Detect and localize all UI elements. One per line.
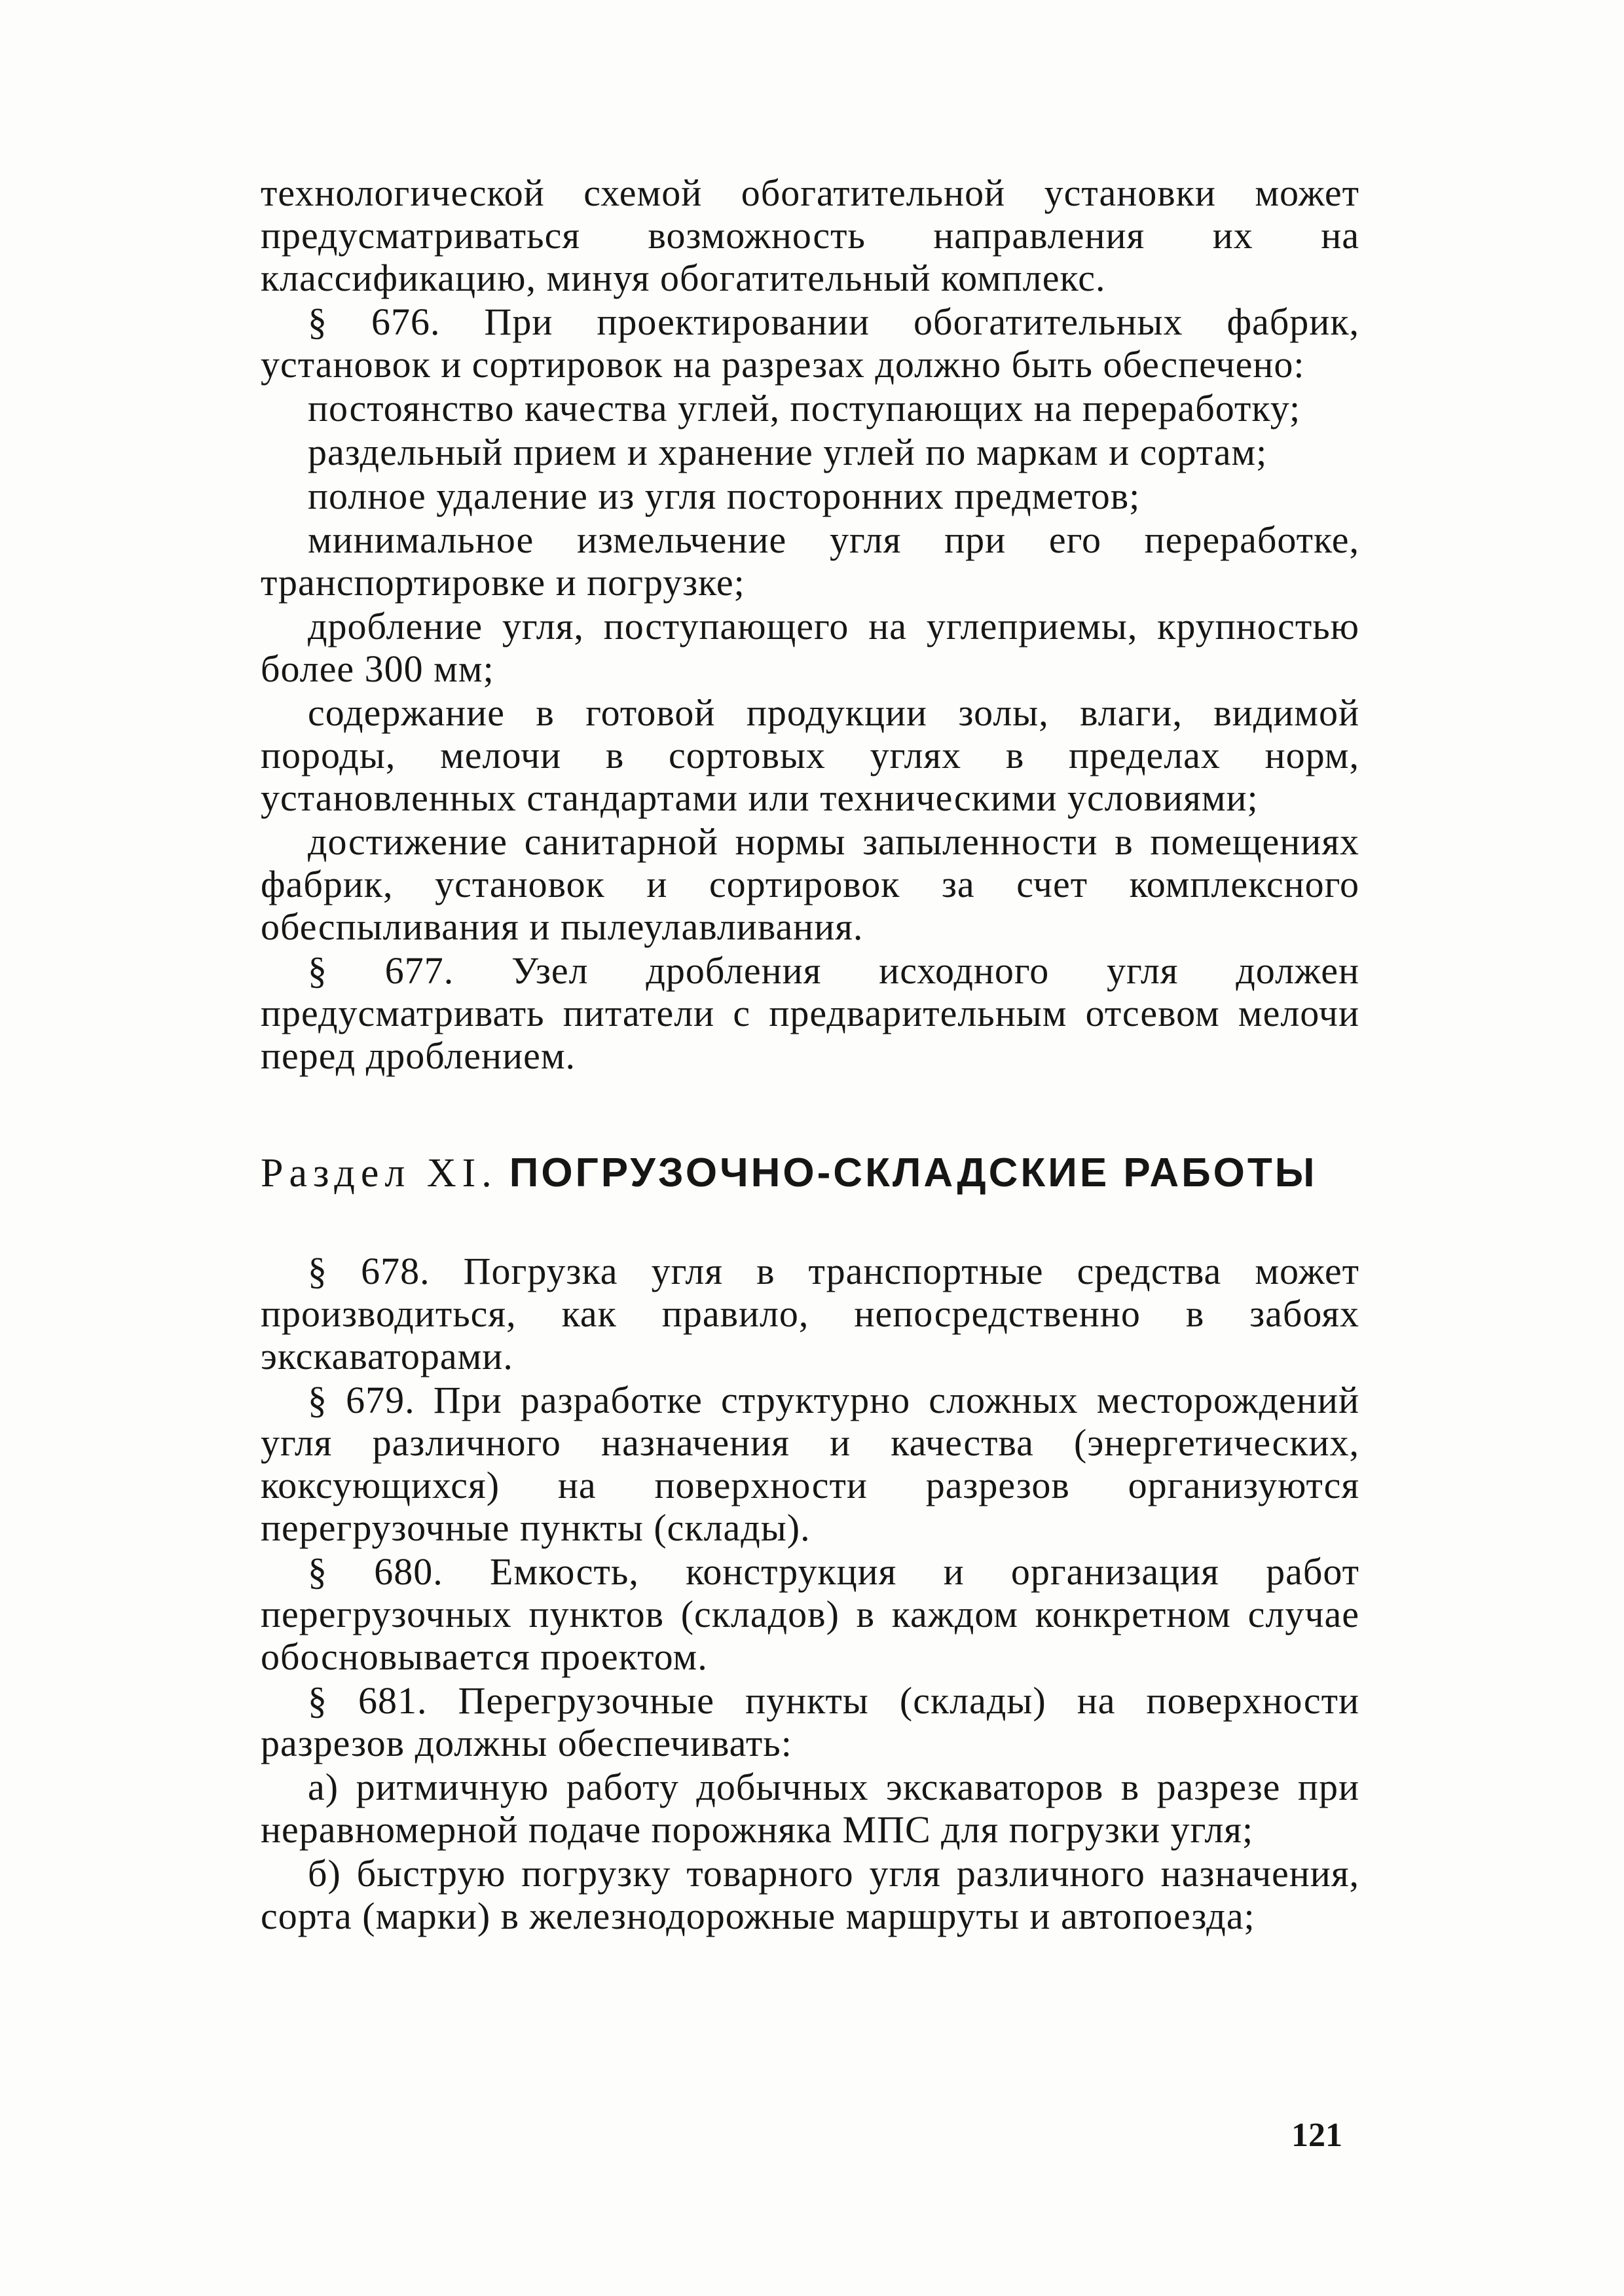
page-number: 121: [1291, 2117, 1342, 2154]
list-item-minimal-crushing: минимальное измельчение угля при его переработке, транспортировке и погрузке;: [261, 519, 1359, 604]
list-item-foreign-objects: полное удаление из угля посторонних предметов;: [308, 475, 1141, 517]
section-label: Раздел XI.: [261, 1151, 498, 1195]
paragraph-679: § 679. При разработке структурно сложных месторождений угля различного назначения и качества (энергетических, коксующихся) на поверхности разрезов организуются перегрузочные пункты (склады).: [261, 1379, 1359, 1549]
paragraph-678: § 678. Погрузка угля в транспортные средства может производиться, как правило, непосредственно в забоях экскаваторами.: [261, 1250, 1359, 1377]
list-item-quality: постоянство качества углей, поступающих на переработку;: [308, 387, 1301, 429]
text-column: [261, 172, 1359, 1937]
section-title: ПОГРУЗОЧНО-СКЛАДСКИЕ РАБОТЫ: [509, 1150, 1318, 1195]
paragraph-681: § 681. Перегрузочные пункты (склады) на поверхности разрезов должны обеспечивать:: [261, 1679, 1359, 1764]
paragraph-continuation: технологической схемой обогатительной установки может предусматриваться возможность направления их на классификацию, минуя обогатительный комплекс.: [261, 172, 1359, 299]
list-item-separate-storage: раздельный прием и хранение углей по маркам и сортам;: [308, 431, 1268, 473]
paragraph-677: § 677. Узел дробления исходного угля должен предусматривать питатели с предварительным отсевом мелочи перед дроблением.: [261, 949, 1359, 1077]
list-item-b: б) быструю погрузку товарного угля различного назначения, сорта (марки) в железнодорожные маршруты и автопоезда;: [261, 1852, 1359, 1937]
list-item-dust-norm: достижение санитарной нормы запыленности в помещениях фабрик, установок и сортировок за счет комплексного обеспыливания и пылеулавливания.: [261, 820, 1359, 948]
paragraph-676: § 676. При проектировании обогатительных фабрик, установок и сортировок на разрезах должно быть обеспечено:: [261, 301, 1359, 386]
list-item-product-content: содержание в готовой продукции золы, влаги, видимой породы, мелочи в сортовых углях в пределах норм, установленных стандартами или техническими условиями;: [261, 691, 1359, 819]
list-item-a: а) ритмичную работу добычных экскаваторов в разрезе при неравномерной подаче порожняка МПС для погрузки угля;: [261, 1766, 1359, 1851]
paragraph-680: § 680. Емкость, конструкция и организация работ перегрузочных пунктов (складов) в каждом конкретном случае обосновывается проектом.: [261, 1550, 1359, 1678]
section-heading: [261, 1150, 1359, 1196]
list-item-crushing-size: дробление угля, поступающего на углеприемы, крупностью более 300 мм;: [261, 605, 1359, 690]
